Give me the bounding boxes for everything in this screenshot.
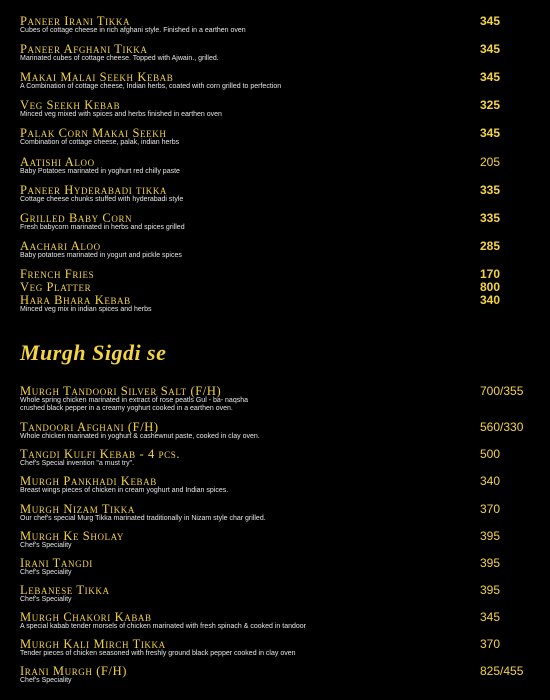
item-name: Paneer Afghani Tikka (20, 42, 148, 56)
item-name: Lebanese Tikka (20, 583, 110, 597)
item-description-line2: crushed black pepper in a creamy yoghurt cooked in a earthen oven. (20, 405, 233, 412)
item-name: Murgh Kali Mirch Tikka (20, 637, 166, 651)
item-description: Tender pieces of chicken seasoned with freshly ground black pepper cooked in clay oven (20, 650, 296, 657)
item-name: Murgh Pankhadi Kebab (20, 474, 157, 488)
item-name: Palak Corn Makai Seekh (20, 126, 167, 140)
item-description: Marinated cubes of cottage cheese. Topped with Ajwain., grilled. (20, 55, 219, 62)
item-name: Paneer Hyderabadi tikka (20, 183, 168, 197)
item-price: 340 (480, 474, 501, 488)
item-name: Aachari Aloo (20, 239, 101, 253)
item-price: 395 (480, 583, 501, 597)
item-name: Grilled Baby Corn (20, 211, 133, 225)
item-description: Chef's Speciality (20, 596, 72, 603)
item-price: 340 (480, 293, 501, 307)
item-price: 345 (480, 126, 501, 140)
item-price: 345 (480, 42, 501, 56)
item-description: Breast wings pieces of chicken in cream yoghurt and Indian spices. (20, 487, 229, 494)
item-description: Fresh babycorn marinated in herbs and spices grilled (20, 224, 185, 231)
item-name: Tandoori Afghani (F/H) (20, 420, 159, 434)
item-price: 335 (480, 211, 501, 225)
item-name: Veg Seekh Kebab (20, 98, 121, 112)
item-price: 345 (480, 14, 501, 28)
item-name: Murgh Tandoori Silver Salt (F/H) (20, 384, 222, 398)
item-name: Murgh Nizam Tikka (20, 502, 135, 516)
item-price: 205 (480, 155, 501, 169)
item-description: Combination of cottage cheese, palak, indian herbs (20, 139, 180, 146)
item-price: 345 (480, 70, 501, 84)
item-description: Whole spring chicken marinated in extract of rose peatls Gul - ba- naqsha (20, 397, 249, 404)
item-name: Paneer Irani Tikka (20, 14, 131, 28)
item-description: A special kabab tender morsels of chicken marinated with fresh spinach & cooked in tandoor (20, 623, 306, 630)
item-description: Minced veg mix in indian spices and herbs (20, 306, 152, 313)
item-price: 335 (480, 183, 501, 197)
item-price: 170 (480, 267, 501, 281)
item-name: Tangdi Kulfi Kebab - 4 pcs. (20, 447, 181, 461)
item-description: Cubes of cottage cheese in rich afghani style. Finished in a earthen oven (20, 27, 246, 34)
item-price: 560/330 (480, 420, 524, 434)
item-name: Irani Tangdi (20, 556, 93, 570)
item-description: Whole chicken marinated in yoghurt & cashewnut paste, cooked in clay oven. (20, 433, 260, 440)
item-name: Murgh Chakori Kabab (20, 610, 152, 624)
item-description: Minced veg mixed with spices and herbs finished in earthen oven (20, 111, 222, 118)
item-price: 700/355 (480, 384, 524, 398)
item-description: Chef's Speciality (20, 569, 72, 576)
item-description: Baby Potatoes marinated in yoghurt red chilly paste (20, 168, 180, 175)
item-name: Hara Bhara Kebab (20, 293, 131, 307)
item-price: 370 (480, 637, 501, 651)
item-name: Veg Platter (20, 280, 92, 294)
item-price: 395 (480, 529, 501, 543)
item-description: Chef's Speciality (20, 677, 72, 684)
item-price: 500 (480, 447, 501, 461)
item-description: Our chef's special Murg Tikka marinated traditionally in Nizam style char grilled. (20, 515, 266, 522)
item-description: Chef's Special invention "a must try". (20, 460, 135, 467)
item-name: Makai Malai Seekh Kebab (20, 70, 174, 84)
item-name: French Fries (20, 267, 95, 281)
item-price: 395 (480, 556, 501, 570)
item-name: Aatishi Aloo (20, 155, 95, 169)
item-description: A Combination of cottage cheese, Indian herbs, coated with corn grilled to perfection (20, 83, 282, 90)
item-description: Chef's Speciality (20, 542, 72, 549)
item-description: Baby potatoes marinated in yogurt and pickle spices (20, 252, 182, 259)
item-name: Irani Murgh (F/H) (20, 664, 128, 678)
item-price: 285 (480, 239, 501, 253)
item-description: Cottage cheese chunks stuffed with hyderabadi style (20, 196, 184, 203)
section-title: Murgh Sigdi se (20, 340, 167, 365)
item-price: 825/455 (480, 664, 524, 678)
item-price: 800 (480, 280, 501, 294)
item-price: 325 (480, 98, 501, 112)
item-name: Murgh Ke Sholay (20, 529, 125, 543)
item-price: 345 (480, 610, 501, 624)
item-price: 370 (480, 502, 501, 516)
